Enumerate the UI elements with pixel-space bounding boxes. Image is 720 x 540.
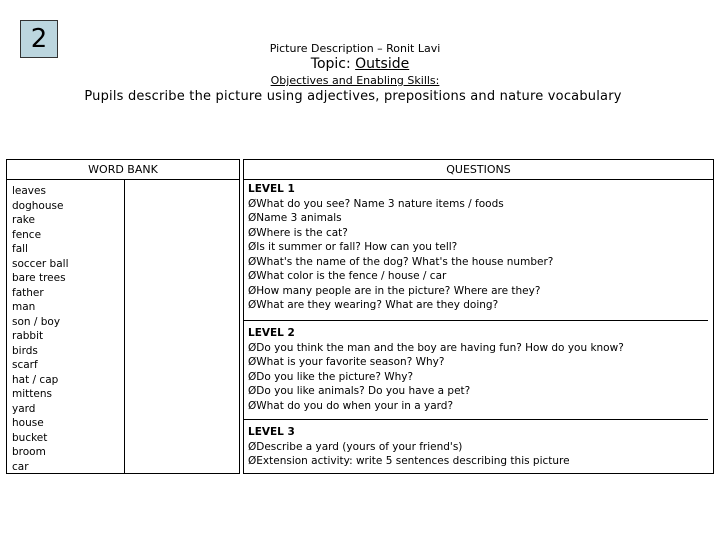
objectives-heading: Objectives and Enabling Skills: [270, 74, 440, 87]
level-3-questions [248, 440, 570, 469]
question-item: ØDo you like the picture? Why? [248, 370, 414, 383]
word-bank-item: father [12, 286, 44, 299]
questions-heading: QUESTIONS [446, 163, 511, 176]
level-3-block [248, 425, 570, 469]
word-bank-item: mittens [12, 388, 52, 400]
word-bank-item: house [12, 417, 44, 429]
level-divider [243, 419, 708, 420]
word-bank-item: leaves [12, 185, 46, 197]
word-bank-heading: WORD BANK [88, 163, 158, 176]
level-2-title: LEVEL 2 [248, 327, 295, 339]
question-item: ØWhat are they wearing? What are they doing? [248, 299, 499, 311]
question-item: ØWhat do you see? Name 3 nature items / foods [248, 197, 504, 210]
question-item: ØDo you like animals? Do you have a pet? [248, 385, 471, 397]
questions-header [243, 159, 714, 180]
word-bank-header [6, 159, 240, 180]
word-bank-item: birds [12, 344, 38, 357]
word-bank-item: scarf [12, 359, 38, 371]
question-item: ØWhere is the cat? [248, 226, 348, 239]
word-bank-item: fence [12, 228, 42, 241]
word-bank-item: rake [12, 214, 35, 226]
level-2-block [248, 326, 624, 413]
topic-line [0, 56, 720, 72]
word-bank-item: man [12, 301, 36, 313]
level-divider [243, 320, 708, 321]
word-bank-item: fall [12, 243, 28, 255]
question-item: ØWhat's the name of the dog? What's the house number? [248, 255, 554, 268]
word-bank-item: doghouse [12, 199, 64, 212]
word-bank-empty-cell [124, 179, 240, 474]
word-bank-item: car [12, 460, 29, 473]
level-1-block [248, 182, 553, 313]
word-bank-item: broom [12, 446, 46, 458]
word-bank-item: son / boy [12, 315, 61, 328]
word-bank-item: soccer ball [12, 257, 69, 270]
objective-description: Pupils describe the picture using adjectives, prepositions and nature vocabulary [84, 89, 622, 104]
level-3-title: LEVEL 3 [248, 426, 295, 438]
question-item: ØWhat is your favorite season? Why? [248, 356, 445, 368]
word-bank-item: rabbit [12, 330, 44, 342]
question-item: ØDo you think the man and the boy are having fun? How do you know? [248, 341, 624, 354]
word-bank-item: hat / cap [12, 373, 59, 386]
word-bank-item: bare trees [12, 272, 66, 284]
word-bank-item: yard [12, 402, 36, 415]
question-item: ØDescribe a yard (yours of your friend's) [248, 440, 463, 453]
question-item: ØName 3 animals [248, 212, 342, 224]
question-item: ØWhat color is the fence / house / car [248, 270, 447, 282]
question-item: ØWhat do you do when your in a yard? [248, 399, 454, 412]
question-item: ØExtension activity: write 5 sentences describing this picture [248, 455, 570, 467]
slide-number-badge: 2 [20, 20, 58, 58]
level-1-questions [248, 197, 553, 313]
word-bank-list [7, 180, 124, 474]
level-1-title: LEVEL 1 [248, 183, 295, 195]
question-item: ØHow many people are in the picture? Where are they? [248, 284, 541, 297]
word-bank-list-cell [6, 179, 125, 474]
topic-label: Topic: [310, 56, 351, 72]
question-item: ØIs it summer or fall? How can you tell? [248, 241, 458, 253]
word-bank-item: bucket [12, 431, 48, 444]
topic-value: Outside [355, 56, 410, 72]
subtitle: Picture Description – Ronit Lavi [269, 42, 441, 55]
level-2-questions [248, 341, 624, 414]
